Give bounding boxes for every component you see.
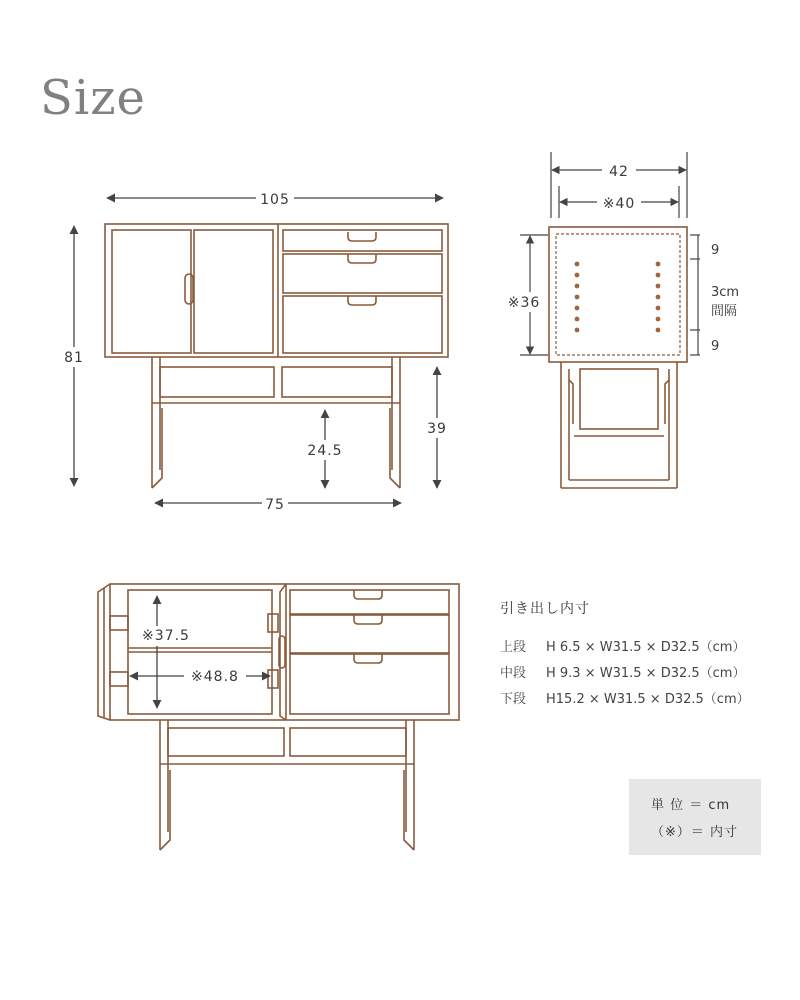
unit-note-box [629,779,761,855]
open-door-view [98,584,459,850]
leg-height-label: 39 [427,421,447,437]
inner-depth-label: ※40 [602,196,636,212]
pitch-label: 3cm [711,285,740,300]
drawer-spec-label: 中段 [500,665,527,681]
width-label: 105 [260,192,290,208]
unit-note-line: 単 位 ＝ cm [651,798,731,813]
front-base-shelf-left [160,367,274,397]
page-title: Size [40,70,146,126]
height-label: 81 [64,350,84,366]
side-view [549,227,687,488]
drawer-spec-table [500,598,790,710]
interior-height-label: ※37.5 [142,628,190,644]
unit-note-line: （※）＝ 内寸 [651,825,739,840]
leg-span-label: 75 [265,497,285,513]
front-drawer-middle [283,254,442,293]
open-dimension-labels [136,626,246,687]
drawer-spec-row [500,632,790,658]
depth-label: 42 [609,164,629,180]
interior-width-label: ※48.8 [191,669,239,685]
side-cabinet-body [549,227,687,362]
pitch-caption: 間隔 [711,304,738,319]
clearance-label: 24.5 [307,443,343,459]
door-handle-left [185,274,193,304]
drawer-spec-label: 下段 [500,691,527,707]
open-drawer-middle [290,615,449,653]
drawer-spec-value: H 9.3 × W31.5 × D32.5（cm） [546,665,746,681]
drawer-spec-value: H15.2 × W31.5 × D32.5（cm） [546,691,750,707]
drawer-handle-top [348,232,376,241]
front-base-shelf-right [282,367,392,397]
bottom-gap-label: 9 [711,339,720,354]
front-dimensions [74,198,443,503]
side-inner-outline [556,234,680,355]
top-gap-label: 9 [711,243,720,258]
side-dimension-labels [503,161,739,354]
drawer-spec-label: 上段 [500,639,527,655]
front-view [105,224,448,488]
side-dimensions [520,152,700,355]
drawer-spec-row [500,684,790,710]
open-drawer-top [290,590,449,614]
drawer-spec-row [500,658,790,684]
side-drawer-box [580,369,658,429]
shelf-peg-holes [575,262,661,333]
drawer-spec-title: 引き出し内寸 [500,601,590,617]
inner-height-label: ※36 [507,295,541,311]
drawer-handle-bottom [348,296,376,305]
front-right-door [194,230,273,353]
front-cabinet-body [105,224,448,357]
drawer-handle-middle [348,254,376,263]
front-left-door [112,230,191,353]
drawer-spec-value: H 6.5 × W31.5 × D32.5（cm） [546,639,746,655]
